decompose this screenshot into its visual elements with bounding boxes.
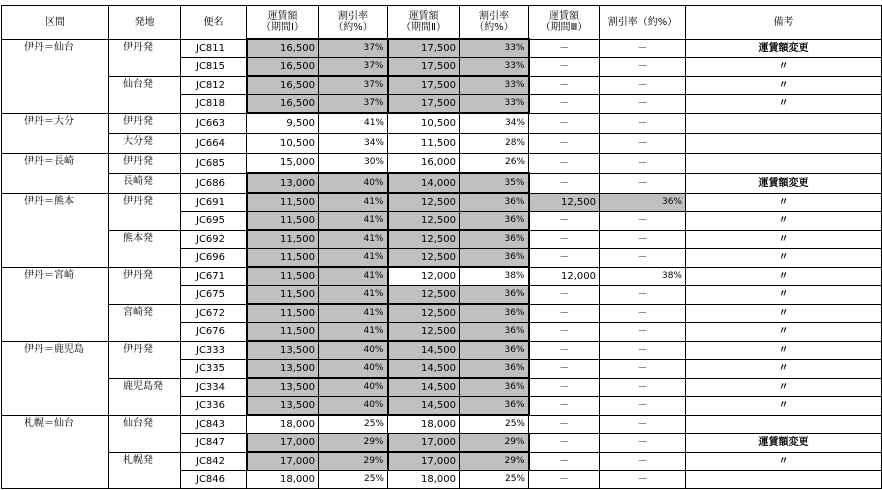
header-fare-period-2: 運賃額 （期間Ⅱ） <box>388 6 460 40</box>
flight-number-cell: JC336 <box>181 397 247 416</box>
fare-period-1-cell: 11,500 <box>247 323 319 342</box>
fare-period-2-cell: 14,500 <box>388 378 460 397</box>
discount-period-2-cell: 29% <box>460 452 529 471</box>
flight-number-cell: JC846 <box>181 471 247 489</box>
notes-cell <box>686 415 882 434</box>
header-row <box>2 6 882 40</box>
origin-cell: 仙台発 <box>109 76 181 113</box>
fare-period-3-cell: － <box>529 212 600 231</box>
discount-period-1-cell: 41% <box>319 230 388 249</box>
discount-period-2-cell: 36% <box>460 286 529 305</box>
discount-period-3-cell: － <box>600 378 686 397</box>
fare-period-1-cell: 17,000 <box>247 452 319 471</box>
fare-period-1-cell: 11,500 <box>247 267 319 286</box>
discount-period-2-cell: 36% <box>460 378 529 397</box>
discount-period-2-cell: 36% <box>460 193 529 212</box>
header-section: 区間 <box>2 6 109 40</box>
fare-period-3-cell: － <box>529 173 600 193</box>
discount-period-3-cell: － <box>600 249 686 268</box>
table-row <box>2 452 882 471</box>
discount-period-1-cell: 40% <box>319 341 388 360</box>
fare-period-2-cell: 12,500 <box>388 212 460 231</box>
discount-period-3-cell: － <box>600 434 686 453</box>
fare-table-grid <box>1 5 882 489</box>
discount-period-1-cell: 40% <box>319 397 388 416</box>
discount-period-2-cell: 33% <box>460 95 529 114</box>
discount-period-1-cell: 41% <box>319 113 388 133</box>
notes-cell: 〃 <box>686 378 882 397</box>
fare-period-3-cell: － <box>529 286 600 305</box>
fare-period-3-cell: － <box>529 133 600 153</box>
discount-period-2-cell: 25% <box>460 471 529 489</box>
fare-period-1-cell: 11,500 <box>247 304 319 323</box>
flight-number-cell: JC676 <box>181 323 247 342</box>
discount-period-2-cell: 33% <box>460 58 529 77</box>
fare-period-3-cell: － <box>529 39 600 58</box>
fare-period-1-cell: 16,500 <box>247 95 319 114</box>
fare-period-1-cell: 11,500 <box>247 249 319 268</box>
fare-period-1-cell: 13,500 <box>247 360 319 379</box>
fare-period-2-cell: 14,500 <box>388 341 460 360</box>
fare-period-1-cell: 13,500 <box>247 397 319 416</box>
table-row <box>2 173 882 193</box>
fare-period-3-cell: － <box>529 153 600 173</box>
discount-period-2-cell: 36% <box>460 249 529 268</box>
fare-period-3-cell: － <box>529 113 600 133</box>
discount-period-2-cell: 33% <box>460 39 529 58</box>
table-row <box>2 39 882 58</box>
discount-period-3-cell: － <box>600 39 686 58</box>
notes-cell: 〃 <box>686 249 882 268</box>
route-cell: 伊丹＝宮崎 <box>2 267 109 341</box>
discount-period-1-cell: 41% <box>319 249 388 268</box>
notes-cell: 〃 <box>686 230 882 249</box>
fare-period-2-cell: 17,500 <box>388 58 460 77</box>
fare-period-3-cell: － <box>529 378 600 397</box>
flight-number-cell: JC843 <box>181 415 247 434</box>
discount-period-3-cell: － <box>600 304 686 323</box>
origin-cell: 熊本発 <box>109 230 181 267</box>
notes-cell <box>686 471 882 489</box>
notes-cell: 〃 <box>686 397 882 416</box>
discount-period-1-cell: 41% <box>319 286 388 305</box>
flight-number-cell: JC811 <box>181 39 247 58</box>
fare-period-3-cell: － <box>529 58 600 77</box>
origin-cell: 仙台発 <box>109 415 181 452</box>
fare-period-1-cell: 18,000 <box>247 471 319 489</box>
discount-period-3-cell: － <box>600 360 686 379</box>
route-cell: 札幌＝仙台 <box>2 415 109 489</box>
flight-number-cell: JC842 <box>181 452 247 471</box>
fare-period-1-cell: 15,000 <box>247 153 319 173</box>
discount-period-3-cell: － <box>600 415 686 434</box>
fare-period-2-cell: 12,000 <box>388 267 460 286</box>
fare-period-1-cell: 11,500 <box>247 193 319 212</box>
discount-period-2-cell: 36% <box>460 323 529 342</box>
discount-period-3-cell: － <box>600 323 686 342</box>
discount-period-2-cell: 25% <box>460 415 529 434</box>
discount-period-1-cell: 40% <box>319 378 388 397</box>
flight-number-cell: JC664 <box>181 133 247 153</box>
table-row <box>2 341 882 360</box>
fare-period-1-cell: 13,000 <box>247 173 319 193</box>
notes-cell: 〃 <box>686 341 882 360</box>
origin-cell: 伊丹発 <box>109 39 181 76</box>
table-row <box>2 153 882 173</box>
discount-period-2-cell: 34% <box>460 113 529 133</box>
notes-cell: 運賃額変更 <box>686 173 882 193</box>
fare-period-3-cell: － <box>529 397 600 416</box>
table-row <box>2 113 882 133</box>
discount-period-3-cell: － <box>600 58 686 77</box>
discount-period-2-cell: 36% <box>460 304 529 323</box>
fare-period-2-cell: 16,000 <box>388 153 460 173</box>
discount-period-3-cell: 36% <box>600 193 686 212</box>
notes-cell: 運賃額変更 <box>686 434 882 453</box>
discount-period-3-cell: － <box>600 153 686 173</box>
fare-period-2-cell: 12,500 <box>388 286 460 305</box>
discount-period-1-cell: 41% <box>319 193 388 212</box>
discount-period-1-cell: 40% <box>319 360 388 379</box>
flight-number-cell: JC675 <box>181 286 247 305</box>
origin-cell: 伊丹発 <box>109 153 181 173</box>
fare-period-1-cell: 10,500 <box>247 133 319 153</box>
origin-cell: 伊丹発 <box>109 113 181 133</box>
fare-period-3-cell: － <box>529 434 600 453</box>
fare-period-3-cell: － <box>529 304 600 323</box>
fare-period-2-cell: 12,500 <box>388 323 460 342</box>
discount-period-3-cell: 38% <box>600 267 686 286</box>
fare-period-2-cell: 10,500 <box>388 113 460 133</box>
header-discount-period-2: 割引率 （約%） <box>460 6 529 40</box>
fare-period-1-cell: 13,500 <box>247 341 319 360</box>
discount-period-1-cell: 30% <box>319 153 388 173</box>
origin-cell: 札幌発 <box>109 452 181 489</box>
fare-period-3-cell: － <box>529 323 600 342</box>
origin-cell: 伊丹発 <box>109 193 181 230</box>
flight-number-cell: JC812 <box>181 76 247 95</box>
header-fare-period-1: 運賃額 （期間Ⅰ） <box>247 6 319 40</box>
discount-period-2-cell: 36% <box>460 360 529 379</box>
notes-cell <box>686 113 882 133</box>
table-row <box>2 193 882 212</box>
fare-table <box>1 5 882 489</box>
fare-period-2-cell: 17,000 <box>388 452 460 471</box>
flight-number-cell: JC335 <box>181 360 247 379</box>
discount-period-2-cell: 36% <box>460 212 529 231</box>
discount-period-3-cell: － <box>600 397 686 416</box>
discount-period-2-cell: 36% <box>460 341 529 360</box>
header-discount-period-1: 割引率 （約%） <box>319 6 388 40</box>
fare-period-3-cell: － <box>529 230 600 249</box>
discount-period-1-cell: 34% <box>319 133 388 153</box>
discount-period-1-cell: 29% <box>319 452 388 471</box>
discount-period-1-cell: 41% <box>319 267 388 286</box>
discount-period-3-cell: － <box>600 113 686 133</box>
table-row <box>2 415 882 434</box>
flight-number-cell: JC696 <box>181 249 247 268</box>
notes-cell: 〃 <box>686 286 882 305</box>
discount-period-3-cell: － <box>600 76 686 95</box>
notes-cell: 〃 <box>686 193 882 212</box>
fare-period-2-cell: 12,500 <box>388 304 460 323</box>
table-row <box>2 304 882 323</box>
discount-period-2-cell: 36% <box>460 397 529 416</box>
fare-period-3-cell: 12,500 <box>529 193 600 212</box>
discount-period-1-cell: 41% <box>319 304 388 323</box>
flight-number-cell: JC695 <box>181 212 247 231</box>
flight-number-cell: JC671 <box>181 267 247 286</box>
discount-period-1-cell: 37% <box>319 95 388 114</box>
fare-period-2-cell: 12,500 <box>388 193 460 212</box>
table-row <box>2 267 882 286</box>
origin-cell: 大分発 <box>109 133 181 153</box>
origin-cell: 鹿児島発 <box>109 378 181 415</box>
fare-period-1-cell: 13,500 <box>247 378 319 397</box>
fare-period-2-cell: 14,000 <box>388 173 460 193</box>
discount-period-2-cell: 29% <box>460 434 529 453</box>
notes-cell: 〃 <box>686 452 882 471</box>
discount-period-2-cell: 38% <box>460 267 529 286</box>
discount-period-3-cell: － <box>600 212 686 231</box>
fare-period-1-cell: 11,500 <box>247 286 319 305</box>
discount-period-1-cell: 37% <box>319 39 388 58</box>
fare-period-1-cell: 11,500 <box>247 230 319 249</box>
flight-number-cell: JC818 <box>181 95 247 114</box>
origin-cell: 伊丹発 <box>109 341 181 378</box>
fare-period-1-cell: 16,500 <box>247 76 319 95</box>
fare-table-body <box>2 39 882 489</box>
table-row <box>2 133 882 153</box>
fare-period-1-cell: 18,000 <box>247 415 319 434</box>
notes-cell: 〃 <box>686 95 882 114</box>
discount-period-1-cell: 41% <box>319 212 388 231</box>
route-cell: 伊丹＝熊本 <box>2 193 109 267</box>
fare-period-1-cell: 9,500 <box>247 113 319 133</box>
discount-period-1-cell: 37% <box>319 58 388 77</box>
fare-period-2-cell: 18,000 <box>388 471 460 489</box>
discount-period-3-cell: － <box>600 95 686 114</box>
discount-period-2-cell: 33% <box>460 76 529 95</box>
flight-number-cell: JC686 <box>181 173 247 193</box>
notes-cell: 〃 <box>686 76 882 95</box>
flight-number-cell: JC333 <box>181 341 247 360</box>
flight-number-cell: JC692 <box>181 230 247 249</box>
fare-period-1-cell: 16,500 <box>247 58 319 77</box>
origin-cell: 伊丹発 <box>109 267 181 304</box>
notes-cell: 〃 <box>686 304 882 323</box>
fare-period-1-cell: 16,500 <box>247 39 319 58</box>
fare-period-2-cell: 17,500 <box>388 95 460 114</box>
header-origin: 発地 <box>109 6 181 40</box>
fare-period-2-cell: 14,500 <box>388 397 460 416</box>
discount-period-1-cell: 25% <box>319 415 388 434</box>
notes-cell: 〃 <box>686 267 882 286</box>
fare-period-2-cell: 14,500 <box>388 360 460 379</box>
discount-period-3-cell: － <box>600 230 686 249</box>
flight-number-cell: JC685 <box>181 153 247 173</box>
notes-cell <box>686 133 882 153</box>
flight-number-cell: JC691 <box>181 193 247 212</box>
discount-period-1-cell: 40% <box>319 173 388 193</box>
discount-period-3-cell: － <box>600 341 686 360</box>
fare-period-2-cell: 11,500 <box>388 133 460 153</box>
discount-period-1-cell: 25% <box>319 471 388 489</box>
flight-number-cell: JC672 <box>181 304 247 323</box>
discount-period-3-cell: － <box>600 452 686 471</box>
notes-cell: 〃 <box>686 323 882 342</box>
flight-number-cell: JC663 <box>181 113 247 133</box>
discount-period-3-cell: － <box>600 286 686 305</box>
discount-period-3-cell: － <box>600 133 686 153</box>
route-cell: 伊丹＝長崎 <box>2 153 109 193</box>
route-cell: 伊丹＝鹿児島 <box>2 341 109 415</box>
discount-period-1-cell: 29% <box>319 434 388 453</box>
fare-period-2-cell: 12,500 <box>388 230 460 249</box>
discount-period-1-cell: 41% <box>319 323 388 342</box>
fare-period-3-cell: － <box>529 452 600 471</box>
fare-period-2-cell: 17,500 <box>388 76 460 95</box>
notes-cell <box>686 153 882 173</box>
fare-period-2-cell: 18,000 <box>388 415 460 434</box>
fare-period-3-cell: － <box>529 95 600 114</box>
header-notes: 備考 <box>686 6 882 40</box>
origin-cell: 宮崎発 <box>109 304 181 341</box>
notes-cell: 運賃額変更 <box>686 39 882 58</box>
flight-number-cell: JC847 <box>181 434 247 453</box>
fare-period-1-cell: 17,000 <box>247 434 319 453</box>
notes-cell: 〃 <box>686 360 882 379</box>
header-fare-period-3: 運賃額 （期間Ⅲ） <box>529 6 600 40</box>
fare-period-3-cell: － <box>529 360 600 379</box>
fare-period-2-cell: 17,500 <box>388 39 460 58</box>
fare-period-2-cell: 17,000 <box>388 434 460 453</box>
discount-period-3-cell: － <box>600 173 686 193</box>
flight-number-cell: JC334 <box>181 378 247 397</box>
fare-period-3-cell: － <box>529 341 600 360</box>
origin-cell: 長崎発 <box>109 173 181 193</box>
header-discount-period-3: 割引率（約%） <box>600 6 686 40</box>
discount-period-2-cell: 36% <box>460 230 529 249</box>
flight-number-cell: JC815 <box>181 58 247 77</box>
fare-period-1-cell: 11,500 <box>247 212 319 231</box>
discount-period-2-cell: 28% <box>460 133 529 153</box>
fare-period-3-cell: 12,000 <box>529 267 600 286</box>
route-cell: 伊丹＝大分 <box>2 113 109 153</box>
table-row <box>2 76 882 95</box>
fare-period-3-cell: － <box>529 249 600 268</box>
fare-period-3-cell: － <box>529 415 600 434</box>
fare-period-2-cell: 12,500 <box>388 249 460 268</box>
fare-period-3-cell: － <box>529 76 600 95</box>
table-row <box>2 378 882 397</box>
discount-period-1-cell: 37% <box>319 76 388 95</box>
discount-period-3-cell: － <box>600 471 686 489</box>
notes-cell: 〃 <box>686 212 882 231</box>
route-cell: 伊丹＝仙台 <box>2 39 109 113</box>
header-flight: 便名 <box>181 6 247 40</box>
notes-cell: 〃 <box>686 58 882 77</box>
discount-period-2-cell: 26% <box>460 153 529 173</box>
discount-period-2-cell: 35% <box>460 173 529 193</box>
fare-period-3-cell: － <box>529 471 600 489</box>
table-row <box>2 230 882 249</box>
